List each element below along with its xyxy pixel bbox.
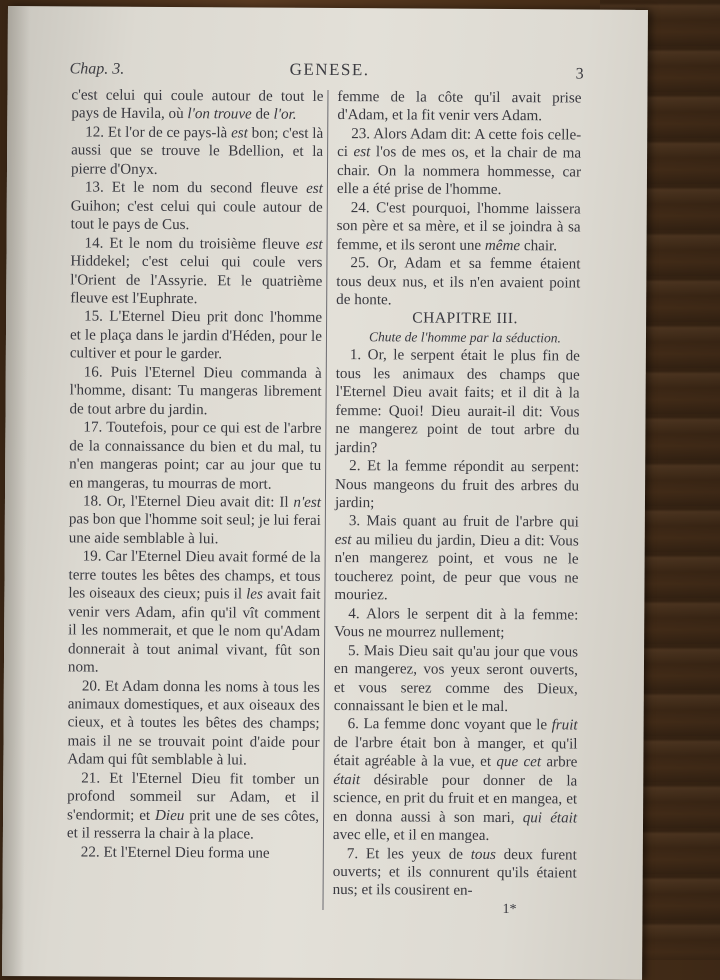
- verse-paragraph: [71, 123, 323, 180]
- italic-word: est: [305, 236, 323, 253]
- italic-word: n'est: [293, 494, 322, 511]
- book-page: [2, 6, 648, 980]
- verse-paragraph: [336, 254, 580, 311]
- text-run: 17. Toutefois, pour ce qui est de l'arbre de la connaissance du bien et du mal, tu n'en mangeras point; car au jour que tu en mangeras, tu mourras de mort.: [69, 419, 322, 493]
- italic-word: Dieu: [154, 807, 185, 824]
- verse-paragraph: [334, 642, 578, 717]
- text-run: désirable pour donner de la science, en prit du fruit et en mangea, et en donna aussi à son mari,: [333, 771, 578, 826]
- text-run: 2. Et la femme répondit au serpent: Nous mangeons du fruit des arbres du jardin;: [334, 458, 580, 512]
- column-divider: [322, 90, 328, 910]
- printer-signature-mark: [332, 900, 576, 920]
- text-run: arbre: [541, 754, 578, 771]
- verse-paragraph: [337, 125, 581, 200]
- verse-paragraph: [336, 199, 580, 256]
- text-run: 23. Alors Adam dit: A cette fois celle-ci: [337, 126, 582, 161]
- verse-paragraph: [334, 512, 579, 606]
- text-run: 3. Mais quant au fruit de l'arbre qui: [348, 513, 579, 531]
- text-run: 24. C'est pourquoi, l'homme laissera son père et sa mère, et il se joindra à sa femme, et ils seront une: [336, 199, 581, 254]
- italic-word: l'or.: [273, 107, 297, 124]
- text-run: en: [420, 827, 435, 844]
- verse-paragraph: [70, 308, 322, 365]
- page-gutter-shadow: [2, 6, 30, 976]
- text-run: de: [251, 106, 274, 124]
- verse-paragraph: [69, 363, 321, 420]
- text-run: 20. Et Adam donna les noms à tous les animaux domestiques, et aux oiseaux des cieux, et à toutes les bêtes des champs; mais il ne se trouvait point d'aide pour Adam qui fût semblable à lui.: [67, 677, 320, 769]
- italic-word: même: [484, 237, 521, 254]
- verse-paragraph: [69, 492, 321, 549]
- verse-paragraph: [333, 845, 577, 902]
- text-run: 22. Et l'Eternel Dieu forma une: [80, 844, 270, 862]
- verse-paragraph: [335, 457, 579, 514]
- text-run: 6. La femme donc voyant que le: [347, 716, 552, 734]
- italic-word: que cet: [496, 754, 542, 771]
- book-title: GENESE.: [289, 59, 370, 80]
- text-run: chair.: [520, 237, 558, 254]
- continued-paragraph: [337, 88, 581, 126]
- continued-paragraph: [71, 86, 323, 124]
- text-run: mangea.: [434, 827, 490, 845]
- text-run: avait fait venir vers Adam, afin qu'il vît comment il les nommerait, et que le nom qu'Adam donnerait à tout animal vivant, fût son nom.: [67, 586, 321, 676]
- text-run: 7. Et les yeux de: [346, 845, 471, 863]
- verse-paragraph: [67, 769, 319, 844]
- verse-paragraph: [70, 234, 322, 309]
- text-run: Hiddekel; c'est celui qui coule vers l'Orient de l'Assyrie. Et le quatrième fleuve est l'Euphrate.: [70, 253, 323, 308]
- text-run: femme de la côte qu'il avait prise d'Adam, et la fit venir vers Adam.: [337, 89, 582, 125]
- page-number: 3: [575, 65, 584, 83]
- text-run: 16. Puis l'Eternel Dieu commanda à l'homme, disant: Tu mangeras librement de tout arbre du jardin.: [69, 364, 322, 418]
- verse-paragraph: [334, 605, 578, 643]
- text-run: bon; c'est là aussi que se trouve le Bdellion, et la pierre d'Onyx.: [70, 125, 324, 178]
- chapter-label: Chap. 3.: [69, 60, 125, 78]
- verse-paragraph: [67, 677, 320, 771]
- verse-paragraph: [71, 179, 323, 236]
- text-run: 15. L'Eternel Dieu prit donc l'homme et le plaça dans le jardin d'Héden, pour le cultiver et pour le garder.: [69, 308, 323, 363]
- chapter-summary: [336, 328, 580, 348]
- italic-word: l'on trouve: [187, 106, 252, 123]
- text-run: 21. Et l'Eternel Dieu fit tomber un profond sommeil sur Adam, et il s'endormit; et: [67, 770, 320, 824]
- italic-word: était: [333, 771, 361, 788]
- italic-word: est: [334, 531, 352, 548]
- text-run: l'os de mes os, et la chair de ma chair. On la nommera hommesse, car elle a été prise de l'homme.: [336, 144, 582, 199]
- italic-word: est: [353, 144, 371, 161]
- text-run: avec elle, et il: [332, 827, 421, 844]
- text-run: Guihon; c'est celui qui coule autour de tout le pays de Cus.: [70, 198, 323, 234]
- verse-paragraph: [69, 419, 321, 494]
- verse-paragraph: [68, 548, 321, 679]
- text-run: 4. Alors le serpent dit à la femme: Vous ne mourrez nullement;: [334, 605, 579, 642]
- text-run: deux furent ouverts; et ils connurent qu'ils étaient nus; et ils cousirent en-: [332, 846, 577, 900]
- text-run: au milieu du jardin, Dieu a dit: Vous n'en mangerez point, et vous ne le toucherez point, de peur que vous ne mouriez.: [334, 531, 579, 604]
- text-run: de l'arbre était bon à manger, et qu'il était agréable à la vue, et: [333, 734, 578, 771]
- text-run: 18. Or, l'Eternel Dieu avait dit: Il: [82, 493, 294, 511]
- italic-word: les: [246, 586, 263, 603]
- right-column: [332, 88, 581, 920]
- text-run: 5. Mais Dieu sait qu'au jour que vous en mangerez, vos yeux seront ouverts, et vous serez comme des Dieux, connaissant le bien et le mal.: [333, 642, 579, 716]
- text-run: 1. Or, le serpent était le plus fin de tous les animaux des champs que l'Eternel Dieu avait faits; et il dit à la femme: Quoi! Dieu aurait-il dit: Vous ne mangerez point de tout arbre du jardin?: [335, 347, 580, 456]
- verse-paragraph: [333, 715, 578, 846]
- text-run: CHAPITRE III.: [412, 309, 518, 328]
- chapter-title: [336, 309, 580, 329]
- running-header: [69, 59, 584, 89]
- text-run: prit une de ses côtes, et il resserra la chair à la place.: [66, 807, 320, 843]
- verse-paragraph: [67, 843, 319, 863]
- text-run: c'est celui qui coule autour de tout le pays de Havila, où: [71, 87, 324, 123]
- italic-word: qui était: [522, 809, 578, 827]
- italic-word: est: [231, 125, 248, 142]
- italic-word: est: [306, 181, 323, 198]
- text-run: Chute de l'homme par la séduction.: [369, 329, 561, 346]
- text-run: 12. Et l'or de ce pays-là: [85, 124, 232, 142]
- text-run: pas bon que l'homme soit seul; je lui ferai une aide semblable à lui.: [68, 511, 321, 548]
- left-column: [67, 86, 324, 863]
- text-run: 19. Car l'Eternel Dieu avait formé de la terre toutes les bêtes des champs, et tous les oiseaux des cieux; puis il: [68, 548, 321, 603]
- text-run: 25. Or, Adam et sa femme étaient tous deux nus, et ils n'en avaient point de honte.: [336, 255, 581, 309]
- verse-paragraph: [335, 346, 580, 458]
- italic-word: fruit: [551, 717, 578, 734]
- italic-word: tous: [470, 846, 496, 863]
- text-run: 14. Et le nom du troisième fleuve: [84, 235, 306, 253]
- text-run: 13. Et le nom du second fleuve: [84, 179, 307, 198]
- text-run: 1*: [502, 901, 517, 918]
